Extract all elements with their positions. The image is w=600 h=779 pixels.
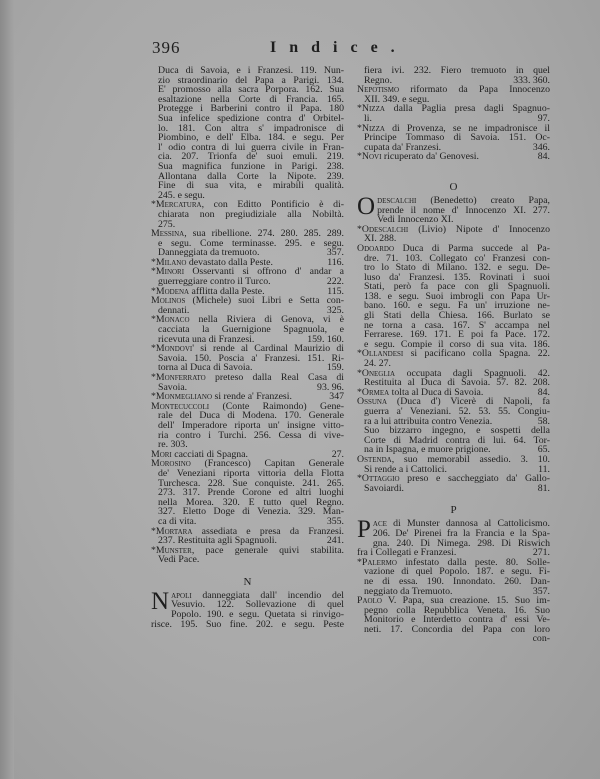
entry-text-content: 273. 317. Prende Corone ed altri luoghi	[158, 487, 344, 499]
index-column-left	[151, 66, 344, 629]
entry-text-content: rale del Duca di Modena. 170. Generale	[158, 410, 344, 422]
index-line	[151, 210, 344, 220]
drop-cap-letter: O	[357, 192, 376, 220]
entry-text-content: ne di essa. 190. Innondato. 260. Dan-	[364, 575, 550, 587]
entry-text-content: 327. Eletto Doge di Venezia. 329. Man-	[158, 506, 344, 518]
running-title: Indice.	[270, 39, 408, 56]
entry-text-content: devastato dalla Peste.	[186, 256, 273, 268]
entry-text-content: ra a lui attribuita contro Venezia.	[364, 415, 493, 427]
entry-text-content: (Francesco) Capitan Generale	[190, 458, 344, 470]
entry-text-content: nella Riviera di Genova, vi è	[189, 314, 344, 326]
entry-headword: Paolo	[357, 595, 382, 607]
entry-text-content: riformato da Papa Innocenzo	[399, 84, 550, 96]
page-reference: 27.	[331, 448, 344, 460]
entry-headword: *Palermo	[357, 556, 397, 568]
page-reference: 81.	[537, 482, 550, 494]
entry-text-content: torna al Duca di Savoia.	[158, 362, 253, 374]
entry-text-content: 245. e segu.	[158, 189, 205, 201]
entry-text-content: Suo bizzarro ingegno, e sospetti della	[364, 425, 550, 437]
entry-text-content: li.	[364, 112, 372, 124]
entry-headword: Odoardo	[357, 242, 395, 254]
entry-text-content: si rende al Cardinal Maurizio di	[193, 343, 344, 355]
page-reference: 355.	[326, 515, 344, 527]
entry-text-content: dalla Paglia presa dagli Spagnuo-	[384, 103, 550, 115]
entry-text-content: E' promosso alla sacra Porpora. 162. Sua	[158, 84, 344, 96]
entry-text-content: l' odio contra di lui guerra civile in Fran-	[158, 141, 344, 153]
entry-text-content: 138. e segu. Suoi imbrogli con Papa Ur-	[364, 290, 550, 302]
entry-headword: Molinos	[151, 295, 186, 307]
entry-text-content: Duca di Savoia, e i Franzesi. 119. Nun-	[158, 65, 344, 76]
entry-text-content: nella Morea. 320. E tutto quel Regno.	[158, 496, 344, 508]
entry-text-content: Allontana dalla Corte la Nipote. 239.	[158, 170, 344, 182]
index-line	[357, 484, 550, 494]
entry-headword: *Nizza	[357, 103, 385, 115]
entry-text-content: cacciati di Spagna.	[171, 448, 248, 460]
entry-text-content: (Benedetto) creato Papa,	[416, 194, 550, 206]
entry-text-content: prende il nome d' Innocenzo XI. 277.	[377, 204, 550, 216]
entry-text-content: re. 303.	[158, 439, 188, 451]
entry-text-content: danneggiata dall' incendio del	[191, 589, 344, 601]
entry-text-content: luso da' Franzesi. 135. Rovinati i suoi	[364, 271, 550, 283]
page-reference: 346.	[532, 141, 550, 153]
entry-headword: Nepotismo	[357, 84, 400, 96]
entry-text-content: Corte di Madrid contra di lui. 64. Tor-	[364, 434, 550, 446]
section-letter: P	[450, 504, 457, 517]
entry-headword: *Odescalchi	[357, 223, 409, 235]
entry-text-content: Piombino, e dell' Elba. 184. e segu. Per	[158, 132, 344, 144]
entry-text-content: tolta al Duca di Savoia.	[389, 386, 484, 398]
entry-text-content: Protegge i Barberini contro il Papa. 180	[158, 103, 344, 115]
entry-text-content: Sua infelice spedizione contra d' Orbitel-	[158, 112, 344, 124]
entry-text-content: cacciata la Guernigione Spagnuola, e	[158, 324, 344, 336]
page-reference: 159. 160.	[307, 333, 344, 345]
entry-text-content: XII. 349. e segu.	[364, 93, 430, 105]
entry-text-content: V. Papa, sua creazione. 15. Suo im-	[381, 595, 550, 607]
entry-headword: *Milano	[151, 256, 187, 268]
entry-text-content: Ferrarese. 169. 171. E poi fa Pace. 172.	[364, 329, 550, 341]
entry-text-content: XI. 288.	[364, 233, 397, 245]
entry-text-content: zio straordinario del Papa a Parigi. 134.	[158, 74, 344, 86]
scan-edge	[0, 0, 14, 779]
entry-text-content: di Munster dannosa al Cattolicismo.	[386, 518, 550, 530]
entry-text-content: Sua magnifica funzione in Parigi. 238.	[158, 160, 344, 172]
index-column-right	[357, 66, 550, 644]
entry-headword: *Munster	[151, 544, 192, 556]
entry-headword: *Mondovi'	[151, 343, 194, 355]
entry-text-content: 237. Restituita agli Spagnuoli.	[158, 535, 277, 547]
entry-text-content: preteso dalla Real Casa di	[205, 372, 344, 383]
index-entry-dropcap	[357, 516, 550, 559]
page-reference: 84.	[537, 386, 550, 398]
entry-text-content: na in Ispagna, e muore prigione.	[364, 444, 491, 456]
entry-text-content: fiera ivi. 232. Fiero tremuoto in quel	[364, 65, 550, 76]
entry-text-content: Savoia. 150. Poscia a' Franzesi. 151. Ri-	[158, 352, 344, 364]
entry-headword: descalchi	[377, 194, 417, 206]
entry-text-content: e segu. Come terminasse. 295. e segu.	[158, 237, 344, 249]
entry-text-content: 206. De' Pirenei fra la Francia e la Spa-	[372, 527, 550, 539]
page-reference: 357.	[326, 247, 344, 259]
entry-text-content: ria contro i Turchi. 256. Cessa di vive-	[158, 429, 344, 441]
page-reference: 333. 360.	[513, 74, 550, 86]
entry-headword: Messina	[151, 228, 185, 240]
entry-text-content: occupata dagli Spagnuoli. 42.	[395, 367, 550, 379]
entry-text-content: gna. 240. Di Nimega. 298. Di Riswich	[372, 537, 550, 549]
entry-headword: *Oneglia	[357, 367, 396, 379]
entry-headword: *Ottaggio	[357, 473, 400, 485]
entry-text-content: , con Editto Pontificio è di-	[201, 199, 344, 211]
entry-text-content: cupata da' Franzesi.	[364, 141, 442, 153]
page-reference: 347	[329, 391, 344, 403]
index-entry-dropcap	[357, 192, 550, 226]
entry-text-content: vazione di quel Popolo. 187. e segu. Fi-	[364, 566, 550, 578]
index-line	[151, 555, 344, 565]
entry-text-content: Popolo. 190. e segu. Quetata si rinvigo-	[171, 609, 344, 621]
entry-text-content: 275.	[158, 218, 176, 230]
page-reference: 159.	[326, 362, 344, 374]
index-line	[357, 625, 550, 635]
entry-text-content: , sua ribellione. 274. 280. 285. 289.	[184, 228, 344, 240]
entry-headword: Mori	[151, 448, 172, 460]
entry-text-content: afflitta dalla Peste.	[189, 285, 265, 297]
entry-text-content: , pace generale quivi stabilita.	[191, 544, 344, 556]
entry-headword: *Mortara	[151, 525, 193, 537]
entry-text-content: Monitorio e Interdetto contra d' essi Ve-	[364, 614, 550, 626]
entry-text-content: (Livio) Nipote d' Innocenzo	[408, 223, 550, 235]
page-reference: 58.	[537, 415, 550, 427]
page-reference: 271.	[532, 547, 550, 559]
entry-text-content: (Conte Raimondo) Gene-	[209, 400, 344, 412]
entry-text-content: chiarata non pregiudiziale alla Nobiltà.	[158, 208, 344, 220]
page-reference: 84.	[537, 151, 550, 163]
entry-text-content: risce. 195. Suo fine. 202. e segu. Peste	[151, 618, 344, 630]
entry-text-content: si pacificano colla Spagna. 22.	[403, 348, 550, 360]
entry-headword: Montecuccoli	[151, 400, 210, 412]
entry-text-content: di Provenza, se ne impadronisce il	[384, 122, 550, 134]
entry-text-content: ca di vita.	[158, 515, 197, 527]
entry-text-content: tro lo Stato di Milano. 132. e segu. De-	[364, 262, 550, 274]
entry-text-content: dennati.	[158, 304, 190, 316]
page-reference: 115.	[327, 285, 344, 297]
section-letter: O	[449, 180, 458, 193]
entry-headword: *Novi	[357, 151, 382, 163]
entry-text-content: guerreggiare contro il Turco.	[158, 276, 271, 288]
entry-text-content: (Michele) suoi Libri e Setta con-	[185, 295, 344, 307]
entry-text-content: Danneggiata da tremuoto.	[158, 247, 260, 259]
entry-text-content: neggiato da Tremuoto.	[364, 585, 453, 597]
page-reference: 222.	[326, 276, 344, 288]
section-letter: N	[243, 575, 252, 588]
entry-text-content: Savoiardi.	[364, 482, 404, 494]
index-line	[357, 152, 550, 162]
entry-text-content: lo. 181. Con altra s' impadronisce di	[158, 122, 344, 134]
entry-headword: *Monmegliano	[151, 391, 213, 403]
drop-cap-letter: N	[151, 587, 170, 615]
page-reference: 325.	[326, 304, 344, 316]
entry-headword: *Ollandesi	[357, 348, 404, 360]
entry-text	[357, 152, 479, 162]
entry-headword: apoli	[171, 589, 192, 601]
entry-text-content: e segu. Compie il corso di sua vita. 186.	[364, 338, 550, 350]
entry-text-content: bano. 160. e segu. Fa un' irruzione ne-	[364, 300, 550, 312]
entry-text-content: 24. 27.	[364, 358, 391, 370]
entry-text-content: neti. 17. Concordia del Papa con loro	[364, 623, 550, 635]
entry-text	[364, 484, 404, 494]
page-reference: 116.	[327, 256, 344, 268]
index-line	[151, 620, 344, 630]
entry-headword: Ossuna	[357, 396, 388, 408]
entry-headword: Ostenda	[357, 453, 392, 465]
entry-headword: *Modena	[151, 285, 190, 297]
entry-text-content: guerra a' Veneziani. 52. 53. 55. Congiu-	[364, 406, 550, 417]
entry-text-content: Regno.	[364, 74, 393, 86]
entry-text-content: Principe Tommaso di Savoia. 151. Oc-	[364, 132, 550, 144]
entry-text-content: pegno colla Repubblica Veneta. 16. Suo	[364, 604, 550, 616]
page-reference: 65.	[537, 444, 550, 456]
entry-text-content: ne torna a casa. 167. S' accampa nel	[364, 319, 550, 331]
page-reference: 357.	[532, 585, 550, 597]
entry-text-content: dre. 71. 103. Collegato co' Franzesi con-	[364, 252, 550, 264]
entry-text-content: fra i Collegati e Franzesi.	[357, 547, 457, 559]
page-reference: 241.	[326, 535, 344, 547]
entry-text-content: (Duca d') Vicerè di Napoli, fa	[387, 396, 550, 408]
entry-headword: *Nizza	[357, 122, 385, 134]
entry-text-content: Duca di Parma succede al Pa-	[394, 242, 550, 254]
page-reference: 11.	[538, 463, 550, 475]
entry-headword: *Monferrato	[151, 372, 206, 383]
entry-text-content: Savoia.	[158, 381, 188, 393]
entry-headword: Morosino	[151, 458, 191, 470]
entry-text-content: de' Veneziani riporta vittoria della Flotta	[158, 467, 344, 479]
entry-text-content: Fine di sua vita, e mirabili qualità.	[158, 180, 344, 192]
page-reference: 93. 96.	[317, 381, 344, 393]
entry-text-content: infestato dalla peste. 80. Solle-	[396, 556, 550, 568]
entry-text-content: Turchesca. 228. Sue conquiste. 241. 265.	[158, 477, 344, 489]
entry-text-content: Stati, però fa pace con gli Spagnuoli.	[364, 281, 550, 293]
entry-text-content: Vesuvio. 122. Sollevazione di quel	[171, 599, 344, 611]
entry-text-content: assediata e presa da Franzesi.	[192, 525, 344, 537]
index-line	[357, 104, 550, 114]
page-reference: 97.	[537, 112, 550, 124]
entry-text-content: cia. 207. Trionfa de' suoi emuli. 219.	[158, 151, 344, 163]
entry-text-content: dell' Imperadore riporta un' insigne vitto-	[158, 419, 344, 431]
entry-text-content: Si rende a i Cattolici.	[364, 463, 447, 475]
entry-text-content: ricevuta una di Franzesi.	[158, 333, 255, 345]
entry-text-content: , suo memorabil assedio. 3. 10.	[391, 453, 550, 465]
page-number: 396	[152, 38, 181, 57]
index-entry-dropcap	[151, 587, 344, 630]
entry-text-content: Vedi Pace.	[158, 554, 200, 566]
catchword: con-	[532, 633, 550, 645]
entry-headword: ace	[372, 518, 387, 530]
drop-cap-letter: P	[357, 516, 371, 544]
entry-headword: *Mercatura	[151, 199, 202, 211]
entry-text-content: Osservanti si offrono d' andar a	[184, 266, 344, 278]
entry-text-content: ricuperato da' Genovesi.	[381, 151, 479, 163]
entry-text-content: esaltazione nella Corte di Francia. 165.	[158, 93, 344, 105]
entry-headword: *Ormea	[357, 386, 390, 398]
entry-text-content: preso e saccheggiato da' Gallo-	[399, 473, 550, 485]
entry-text-content: Restituita al Duca di Savoia. 57. 82. 208.	[364, 377, 550, 389]
entry-headword: *Monaco	[151, 314, 190, 326]
entry-text-content: Vedi Innocenzo XI.	[377, 214, 454, 226]
entry-text-content: si rende a' Franzesi.	[212, 391, 292, 403]
entry-headword: *Minori	[151, 266, 185, 278]
entry-text-content: gli Stati della Chiesa. 166. Burlato se	[364, 310, 550, 322]
